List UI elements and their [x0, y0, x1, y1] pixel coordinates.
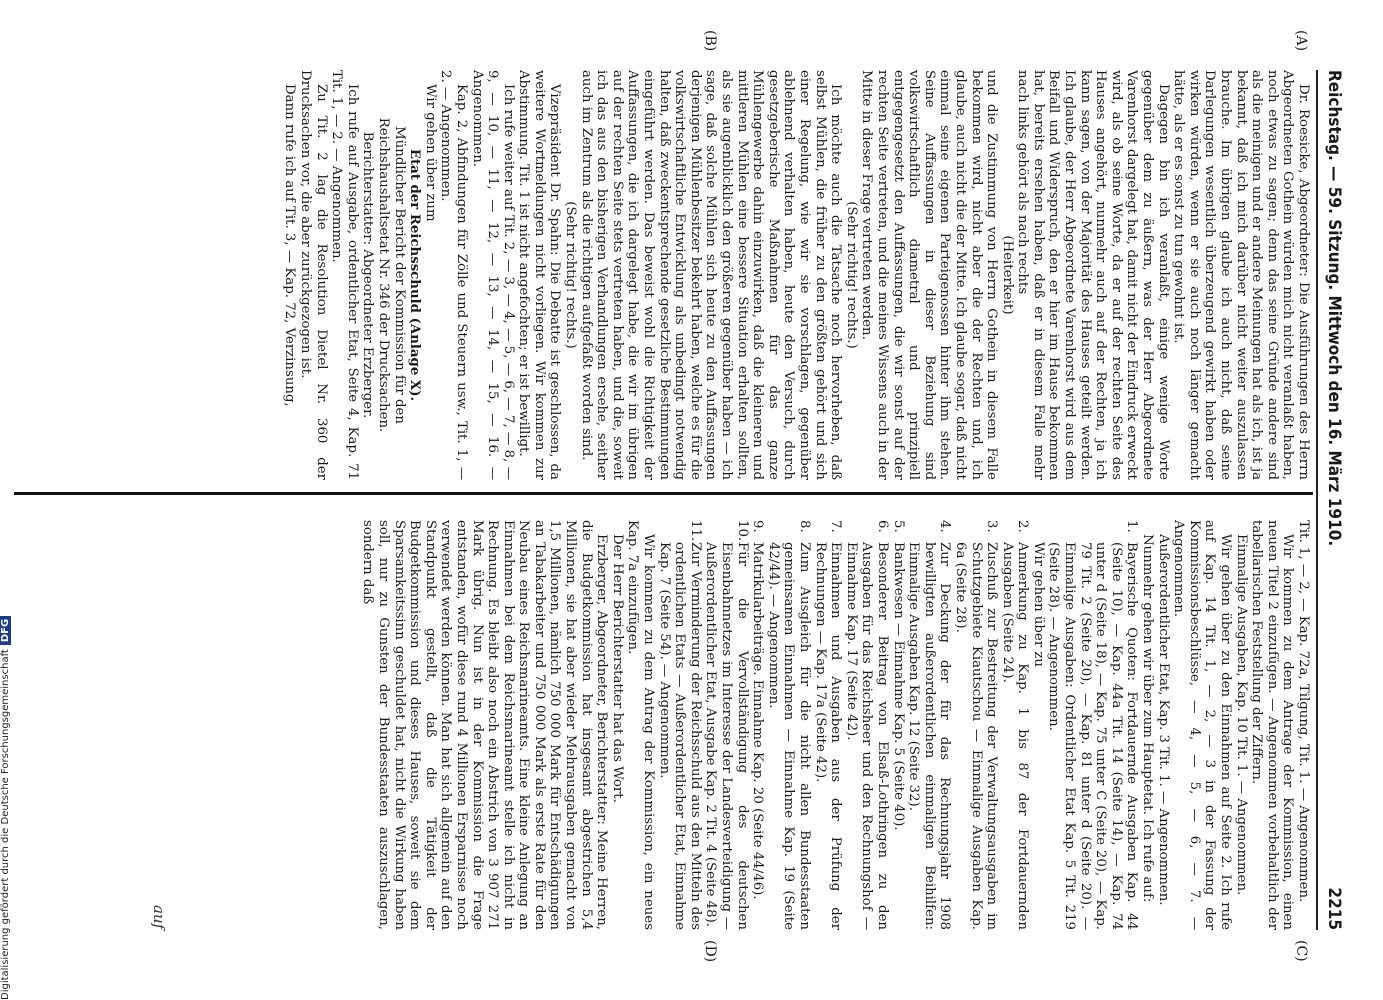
margin-mark-d: (D)	[702, 940, 718, 963]
paragraph: Ich rufe auf Ausgabe, ordentlicher Etat, Seite 4, Kap. 71 Tit. 1, — 2. — Angenommen.	[329, 70, 360, 480]
paragraph: Nunmehr gehen wir über zum Hauptetat. Ich rufe auf:	[1140, 534, 1156, 903]
margin-mark-b: (B)	[702, 30, 718, 52]
digitization-sidebar	[0, 0, 14, 1000]
margin-mark-a: (A)	[1293, 30, 1309, 52]
list-item	[750, 520, 766, 930]
paragraph: Mündlicher Bericht der Kommission für den Reichshaushaltsetat Nr. 346 der Drucksachen.	[375, 117, 407, 433]
list-item	[952, 520, 999, 930]
paragraph: Wir kommen zu dem Antrage der Kommission, einen neuen Titel 2 einzufügen. — Angenommen vorbehaltlich der tabellarischen Feststellung der Ziffern.	[1249, 520, 1296, 930]
paragraph: Dagegen bin ich veranlaßt, einige wenige Worte gegenüber dem zu äußern, was der Herr Abgeordnete Varenhorst dargelegt hat, damit nicht der Eindruck erweckt wird, als ob seine Worte, da er auf der rechten Seite des Hauses angehört, nunmehr auch auf der Rechten, ja ich kann sagen, von der Majorität des Hauses geteilt werden. Ich glaube, der Herr Abgeordnete Varenhorst wird aus dem Beifall und Widerspruch, den er hier im Hause bekommen hat, bereits ersehen haben, daß er in diesem Falle mehr nach links gehört als nach rechts	[1015, 70, 1171, 480]
list-item	[765, 520, 812, 930]
list-item-text: Zur Deckung der für das Rechnungsjahr 1908 bewilligten außerordentlichen einmaligen Beihilfen: Einmalige Ausgaben Kap. 12 (Seite 32).	[906, 542, 953, 930]
paragraph: Ich rufe weiter auf Tit. 2, — 3, — 4, — 5, — 6, — 7, — 8, — 9, — 10, — 11, — 12, — 13, — 14, — 15, — 16. — Angenommen.	[469, 70, 516, 480]
list-item-text: Wir gehen über zu	[1030, 542, 1046, 667]
list-item-number: 7.	[828, 520, 844, 533]
list-item	[703, 520, 750, 930]
margin-mark-c: (C)	[1293, 940, 1309, 962]
reaction: (Heiterkeit)	[999, 235, 1015, 315]
page-header	[1316, 70, 1348, 930]
list-item	[1030, 520, 1046, 930]
paragraph: Dann rufe ich auf Tit. 3, — Kap. 72, Verzinsung,	[282, 84, 298, 407]
list-item-number: 1.	[1124, 520, 1140, 533]
right-column	[360, 520, 1311, 930]
paragraph: Wir kommen zu dem Antrag der Kommission, ein neues Kap. 7a einzufügen.	[625, 520, 657, 930]
list-item	[906, 520, 953, 930]
list-item-number: 11.	[687, 520, 703, 542]
list-item-number: 4.	[937, 520, 953, 533]
list-item-text: Zum Ausgleich für die nicht allen Bundesstaaten gemeinsamen Einnahmen — Einnahme Kap. 19 (Seite 42/44). — Angenommen.	[765, 542, 812, 930]
dfg-logo: DFG	[0, 616, 11, 645]
paragraph: Der Herr Berichterstatter hat das Wort.	[609, 534, 625, 803]
list-item-number	[1030, 520, 1046, 542]
paragraph: Vizepräsident Dr. Spahn: Die Debatte ist geschlossen, da weitere Wortmeldungen nicht vorliegen. Wir kommen zur Abstimmung. Tit. 1 ist nicht angefochten; er ist bewilligt.	[516, 70, 563, 480]
paragraph: Erzberger, Abgeordneter, Berichterstatter: Meine Herren, die Budgetkommission hat insgesamt abgestrichen 5,4 Millionen, sie hat aber wieder Mehrausgaben gemacht von 1,5 Millionen, nämlich 750 000 Mark für Entschädigungen an Tabakarbeiter und 750 000 Mark als erste Rate für den Neubau eines Reichsmarineamts. Eine kleine Anlegung an Einnahmen bei dem Reichsmarineamt stelle ich nicht in Rechnung. Es bleibt also noch ein Abstrich von 3 907 271 Mark übrig. Nun ist in der Kommission die Frage entstanden, wofür diese rund 4 Millionen Ersparnisse noch verwendet werden können. Man hat sich allgemein auf den Standpunkt gestellt, daß die Tätigkeit der Budgetkommission und dieses Hauses, soweit sie dem Sparsamkeitssinn geschuldet hat, nicht die Wirkung haben soll, nur zu Gunsten der Bundesstaaten auszuschlagen, sondern daß	[360, 520, 610, 930]
list-item-number: 6.	[874, 520, 890, 533]
paragraph: Dr. Roesicke, Abgeordneter: Die Ausführungen des Herrn Abgeordneten Gothein würden mich nicht veranlaßt haben, noch etwas zu sagen; denn das seine Gründe andere sind als die meinigen und er andere Meinungen hat als ich, ist ja bekannt, daß ich mich darüber nicht weiter auszulassen brauche. Im übrigen glaube ich auch nicht, daß seine Darlegungen wesentlich überzeugend gewirkt haben oder wirken würden, wenn er sie auch noch länger gemacht hätte, als er es sonst zu tun gewohnt ist.	[1171, 70, 1311, 480]
section-title: Etat der Reichsschuld (Anlage X).	[407, 148, 423, 402]
credit-text: Digitalisierung gefördert durch die Deutsche Forschungsgemeinschaft	[0, 649, 11, 1000]
list-item-text: Zur Verminderung der Reichsschuld aus den Mitteln des ordentlichen Etats — Außerordentlicher Etat, Einnahme Kap. 7 (Seite 54). — Angenommen.	[656, 542, 703, 930]
agenda-list	[656, 520, 1139, 930]
paragraph: Ich möchte auch die Tatsache noch hervorheben, daß selbst Mühlen, die früher zu den größten gehört und sich einer Regelung, wie wir sie vorschlagen, gegenüber ablehnend verhalten haben, heute den Versuch, durch gesetzgeberische Maßnahmen für das ganze Mühlengewerbe dahin einzuwirken, daß die kleineren und mittleren Mühlen eine bessere Situation erhalten sollten, als sie augenblicklich den größeren gegenüber haben — ich sage, daß solche Mühlen sich heute zu den Auffassungen derjenigen Mühlenbesitzer bekehrt haben, welche es für die volkswirtschaftliche Entwicklung als unbedingt notwendig halten, daß zweckentsprechende gesetzliche Bestimmungen eingeführt werden. Das beweist wohl die Richtigkeit der Auffassungen, die ich dargelegt habe, die wir im übrigen auf der rechten Seite stets vertreten haben, und die, soweit ich das aus den bisherigen Verhandlungen ersehe, seither auch im Zentrum als die richtigen aufgefaßt worden sind.	[578, 70, 844, 480]
list-item-number: 9.	[750, 520, 766, 533]
list-item	[1046, 520, 1140, 930]
list-item-number: 5.	[890, 520, 906, 533]
list-item	[890, 520, 906, 930]
paragraph: Wir gehen über zu den Einnahmen auf Seite 2. Ich rufe auf Kap. 14 Tit. 1, — 2, — 3 in der Fassung der Kommissionsbeschlüsse, — 4, — 5, — 6, — 7. — Angenommen.	[1171, 520, 1234, 930]
handwritten-note: auf	[150, 905, 168, 930]
list-item-text: Bankwesen — Einnahme Kap. 5 (Seite 40).	[890, 542, 906, 831]
list-item-text: Für die Vervollständigung des deutschen Eisenbahnnetzes im Interesse der Landesverteidigung — Außerordentlicher Etat, Ausgabe Kap. 2 Tit. 4 (Seite 48).	[703, 542, 750, 930]
list-item-text: Besonderer Beitrag von Elsaß-Lothringen zu den Ausgaben für das Reichsheer und den Rechnungshof — Einnahme Kap. 17 (Seite 42).	[843, 542, 890, 930]
list-item-text: Anmerkung zu Kap. 1 bis 87 der Fortdauernden Ausgaben (Seite 24).	[999, 542, 1031, 930]
page-number: 2215	[1324, 887, 1344, 930]
list-item	[999, 520, 1030, 930]
list-item-text: Einnahmen und Ausgaben aus der Prüfung der Rechnungen — Kap. 17a (Seite 42).	[812, 542, 844, 930]
paragraph: Einmalige Ausgaben, Kap. 10 Tit. 1. — Angenommen.	[1233, 534, 1249, 896]
list-item	[812, 520, 843, 930]
paragraph: Wir gehen über zum	[422, 84, 438, 222]
list-item-text: Bayerische Quoten: Fortdauernde Ausgaben Kap. 44 (Seite 10), — Kap. 44a Tit. 14 (Seite 14), — Kap. 74 unter d (Seite 18), — Kap. 75 unter C (Seite 20), — Kap. 79 Tit. 2 (Seite 20), — Kap. 81 unter d (Seite 20). — Einmalige Ausgaben: Ordentlicher Etat Kap. 5 Tit. 219 (Seite 28). — Angenommen.	[1046, 542, 1140, 930]
list-item-text: Zuschuß zur Bestreitung der Verwaltungsausgaben im Schutzgebiete Kiautschou — Einmalige Ausgaben Kap. 6a (Seite 28).	[952, 542, 1000, 930]
list-item	[656, 520, 703, 930]
paragraph: Kap. 2, Abfindungen für Zölle und Steuern usw., Tit. 1, — 2. — Angenommen.	[438, 70, 469, 480]
sidebar-credit	[0, 616, 11, 1000]
list-item-number: 3.	[984, 520, 1000, 533]
list-item-number: 8.	[797, 520, 812, 533]
paragraph: Tit. 1, — 2, — Kap. 72a, Tilgung, Tit. 1. — Angenommen.	[1296, 520, 1311, 903]
paragraph: Außerordentlicher Etat, Kap. 3 Tit. 1. — Angenommen.	[1155, 534, 1171, 906]
column-divider	[13, 492, 1313, 495]
list-item-number: 10.	[734, 520, 750, 542]
list-item-number: 2.	[1015, 520, 1031, 533]
paragraph: und die Zustimmung von Herrn Gothein in diesem Falle bekommen wird, nicht aber die der Rechten und, ich glaube, auch nicht die der Mitte. Ich glaube sogar, daß nicht einmal seine eigenen Parteigenossen hinter ihm stehen. Seine Auffassungen in dieser Beziehung sind volkswirtschaftlich diametral und prinzipiell entgegengesetzt den Auffassungen, die wir sonst auf der rechten Seite vertreten, und die meines Wissens auch in der Mitte in dieser Frage vertreten werden.	[859, 70, 1000, 480]
reaction: (Sehr richtig! rechts.)	[563, 201, 579, 349]
left-column	[282, 70, 1311, 480]
paragraph: Berichterstatter: Abgeordneter Erzberger.	[360, 131, 376, 419]
paragraph: Zu Tit. 2 lag die Resolution Dietel Nr. 360 der Drucksachen vor, die aber zurückgezogen ist.	[298, 70, 329, 480]
header-title: Reichstag. — 59. Sitzung. Mittwoch den 16. März 1910.	[1324, 70, 1344, 547]
list-item-text: Matrikularbeiträge. Einnahme Kap. 20 (Seite 44/46).	[750, 542, 766, 900]
list-item	[843, 520, 890, 930]
reaction: (Sehr richtig! rechts.)	[843, 201, 859, 349]
